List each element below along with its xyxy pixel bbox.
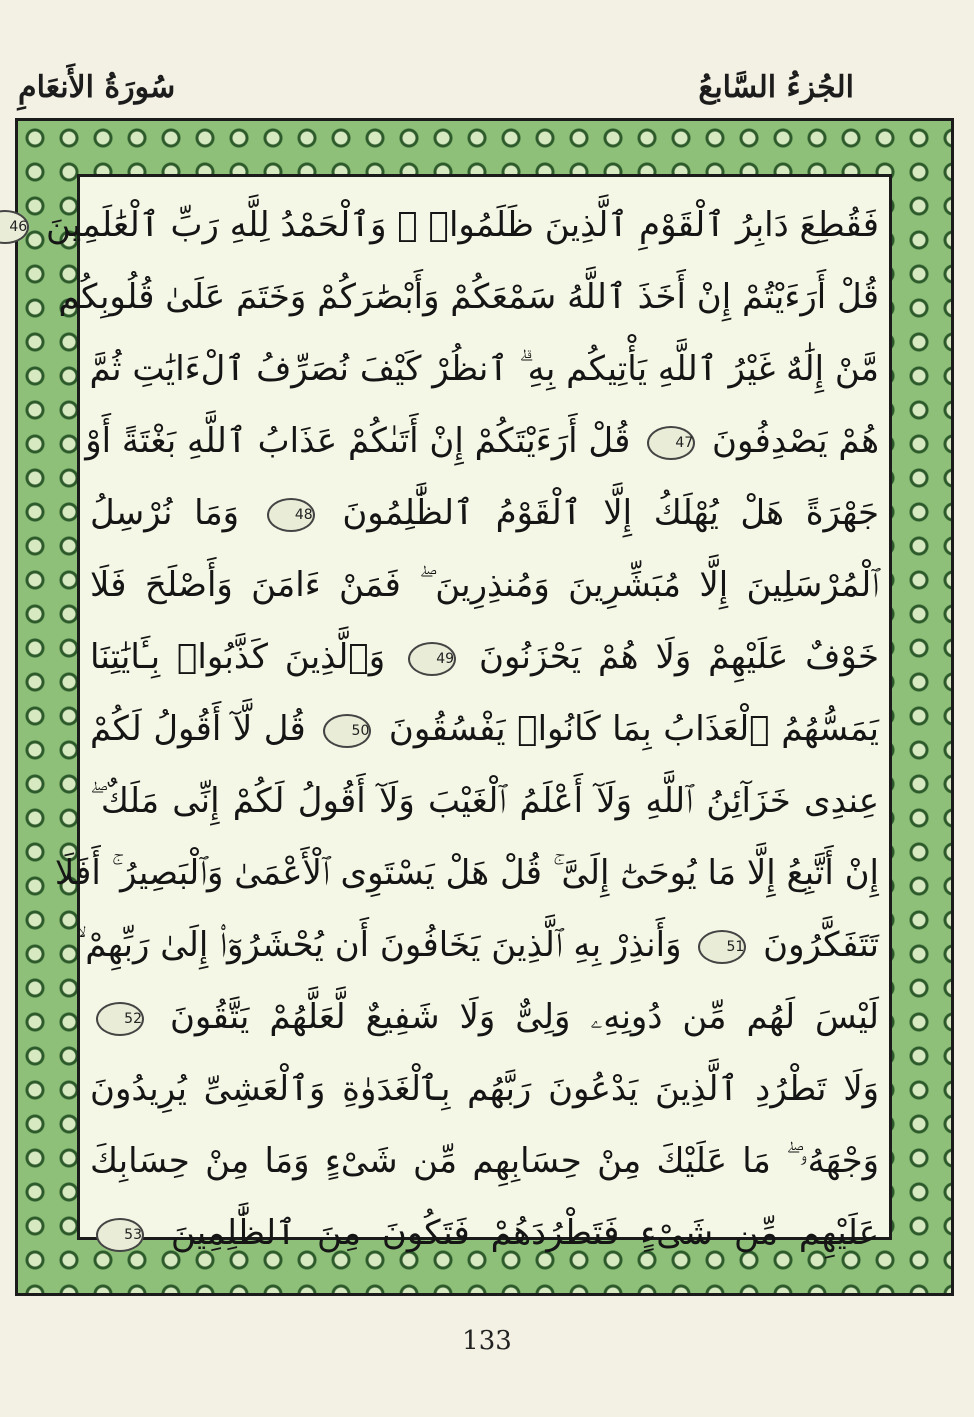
verse-text: لَيْسَ لَهُم مِّن دُونِهِۦ وَلِىٌّ وَلَا شَفِيعٌ لَّعَلَّهُمْ يَتَّقُونَ	[169, 997, 880, 1037]
verse-text: خَوْفٌ عَلَيْهِمْ وَلَا هُمْ يَحْزَنُونَ	[478, 637, 879, 677]
surah-name-header: سُورَةُ الأَنعَامِ	[18, 70, 176, 105]
text-line-12	[90, 978, 879, 1056]
ayah-marker: 50	[323, 714, 371, 748]
ayah-marker: 53	[96, 1218, 144, 1252]
verse-text: قُلْ أَرَءَيْتَكُمْ إِنْ أَتَىٰكُمْ عَذَابُ ٱللَّهِ بَغْتَةً أَوْ	[85, 421, 631, 461]
text-line-1	[9, 186, 879, 264]
verse-text: وَٱلَّذِينَ كَذَّبُوا۟ بِـَٔايَٰتِنَا	[90, 637, 386, 677]
verse-text: وَمَا نُرْسِلُ	[90, 493, 240, 533]
verse-text: وَجْهَهُۥ ۖ مَا عَلَيْكَ مِنْ حِسَابِهِم مِّن شَىْءٍ وَمَا مِنْ حِسَابِكَ	[90, 1141, 879, 1181]
verse-text: ٱلْمُرْسَلِينَ إِلَّا مُبَشِّرِينَ وَمُنذِرِينَ ۖ فَمَنْ ءَامَنَ وَأَصْلَحَ فَلَا	[90, 565, 879, 605]
page-number: 133	[462, 1326, 512, 1356]
ayah-marker: 49	[408, 642, 456, 676]
text-line-13	[90, 1050, 879, 1128]
verse-text: تَتَفَكَّرُونَ	[763, 925, 879, 965]
verse-text: قُلْ أَرَءَيْتُمْ إِنْ أَخَذَ ٱللَّهُ سَمْعَكُمْ وَأَبْصَٰرَكُمْ وَخَتَمَ عَلَىٰ قُلُوبِكُم	[58, 277, 879, 317]
text-line-6	[90, 546, 879, 624]
text-line-3	[90, 330, 879, 408]
text-line-8	[90, 690, 879, 768]
text-line-14	[90, 1122, 879, 1200]
verse-text: يَمَسُّهُمُ ٱلْعَذَابُ بِمَا كَانُوا۟ يَفْسُقُونَ	[388, 709, 879, 749]
verse-text: هُمْ يَصْدِفُونَ	[712, 421, 879, 461]
verse-text: عِندِى خَزَآئِنُ ٱللَّهِ وَلَآ أَعْلَمُ ٱلْغَيْبَ وَلَآ أَقُولُ لَكُمْ إِنِّى مَلَكٌ ۖ	[90, 781, 879, 821]
text-line-10	[54, 834, 879, 912]
text-line-4	[85, 402, 879, 480]
ayah-marker: 47	[647, 426, 695, 460]
page-frame	[9, 118, 954, 1296]
text-line-9	[90, 762, 879, 840]
ayah-marker: 52	[96, 1002, 144, 1036]
ayah-marker: 46	[0, 210, 29, 244]
verse-text: إِنْ أَتَّبِعُ إِلَّا مَا يُوحَىٰٓ إِلَىَّ ۚ قُلْ هَلْ يَسْتَوِى ٱلْأَعْمَىٰ وَٱلْبَصِيرُ ۚ أَفَلَا	[54, 853, 879, 893]
verse-text: جَهْرَةً هَلْ يُهْلَكُ إِلَّا ٱلْقَوْمُ ٱلظَّٰلِمُونَ	[342, 493, 879, 533]
text-line-15	[90, 1194, 879, 1272]
verse-text: فَقُطِعَ دَابِرُ ٱلْقَوْمِ ٱلَّذِينَ ظَلَمُوا۟ ۚ وَٱلْحَمْدُ لِلَّهِ رَبِّ ٱلْعَٰلَمِينَ	[45, 205, 879, 245]
verse-text: وَلَا تَطْرُدِ ٱلَّذِينَ يَدْعُونَ رَبَّهُم بِٱلْغَدَوٰةِ وَٱلْعَشِىِّ يُرِيدُونَ	[90, 1069, 879, 1109]
text-line-7	[90, 618, 879, 696]
text-line-5	[90, 474, 879, 552]
verse-text: مَّنْ إِلَٰهٌ غَيْرُ ٱللَّهِ يَأْتِيكُم بِهِ ۗ ٱنظُرْ كَيْفَ نُصَرِّفُ ٱلْءَايَٰتِ ثُمَّ	[89, 349, 879, 389]
verse-text: عَلَيْهِم مِّن شَىْءٍ فَتَطْرُدَهُمْ فَتَكُونَ مِنَ ٱلظَّٰلِمِينَ	[170, 1213, 879, 1253]
text-line-2	[58, 258, 879, 336]
ayah-marker: 48	[267, 498, 315, 532]
text-line-11	[76, 906, 879, 984]
juz-name-header: الجُزءُ السَّابعُ	[698, 70, 854, 105]
verse-text: قُل لَّآ أَقُولُ لَكُمْ	[90, 709, 306, 749]
text-panel	[9, 174, 892, 1253]
ayah-marker: 51	[698, 930, 746, 964]
verse-text: وَأَنذِرْ بِهِ ٱلَّذِينَ يَخَافُونَ أَن يُحْشَرُوٓا۟ إِلَىٰ رَبِّهِمْ ۙ	[76, 925, 682, 965]
